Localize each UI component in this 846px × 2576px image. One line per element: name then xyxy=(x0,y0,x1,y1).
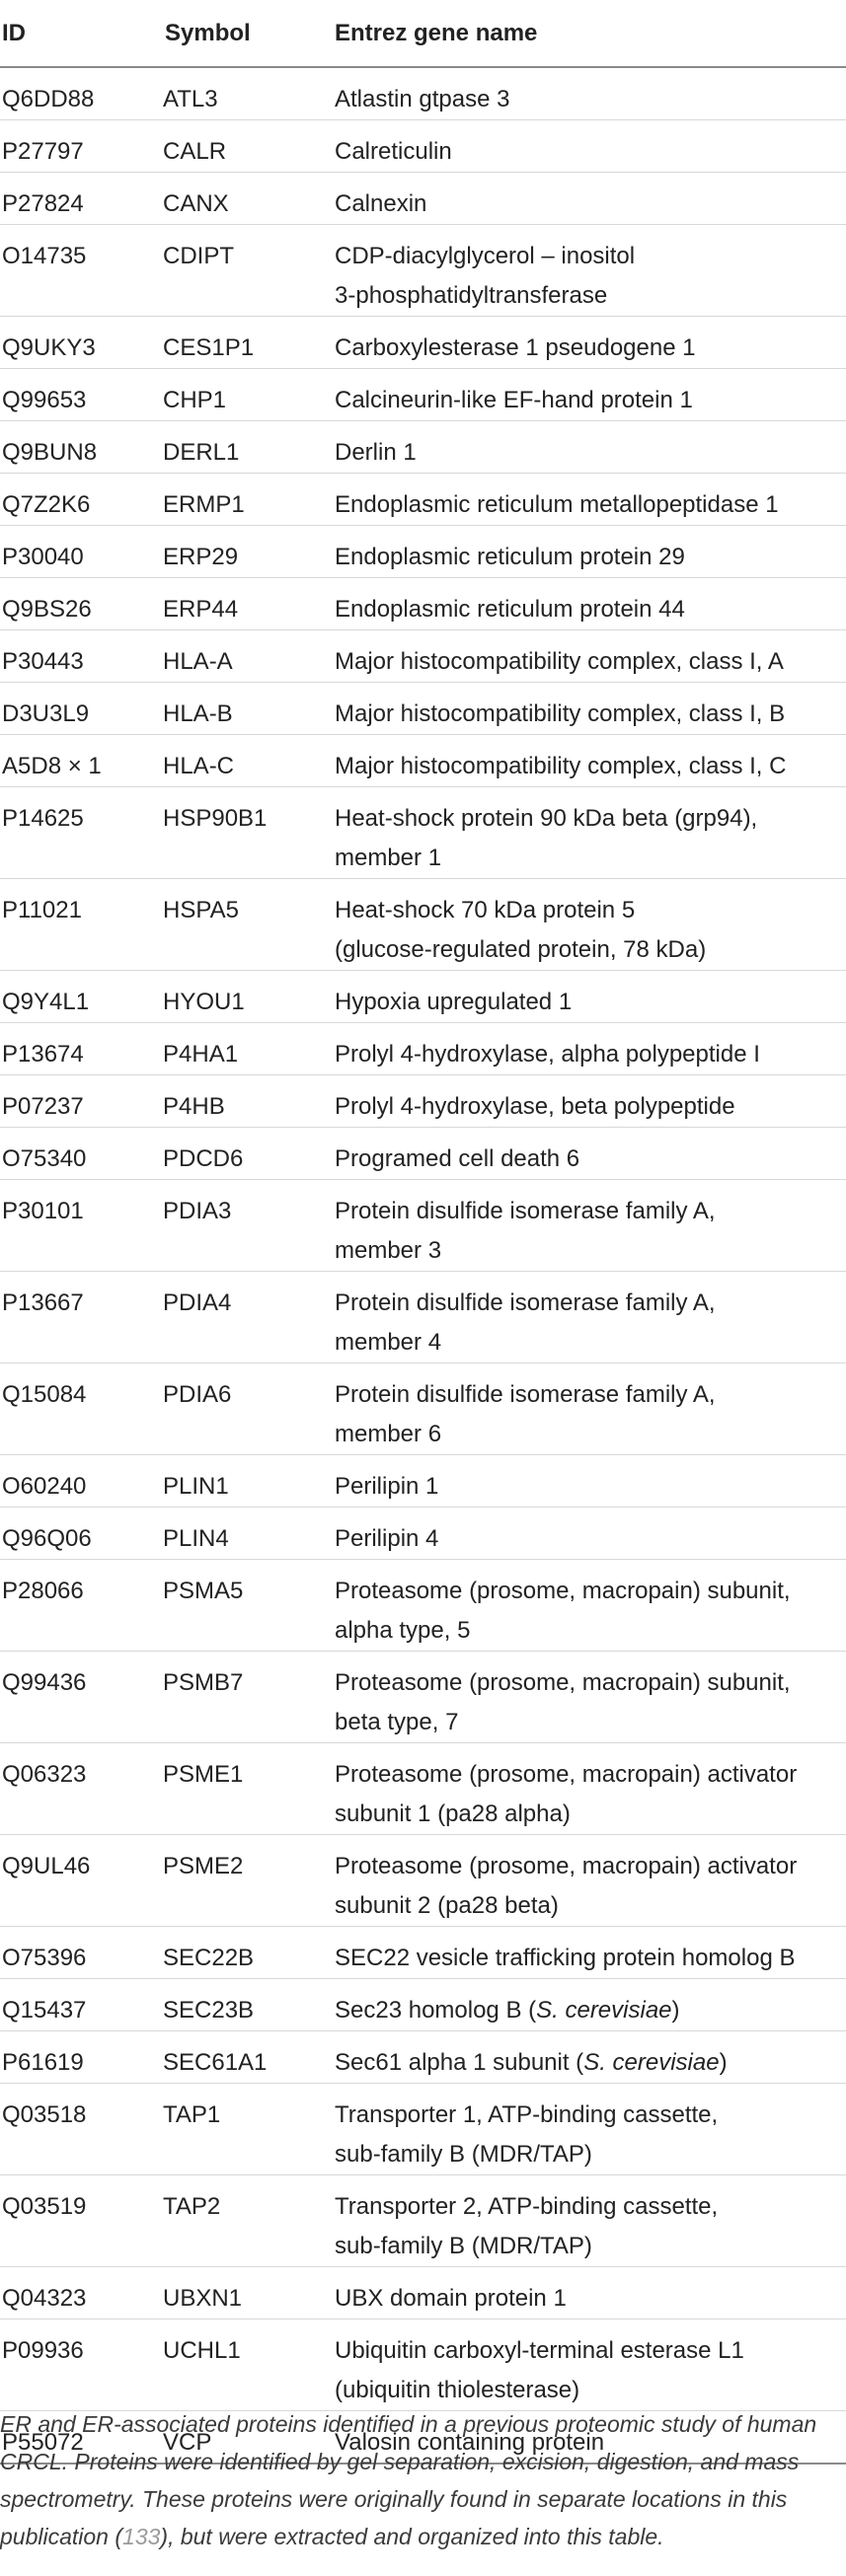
cell-gene-name xyxy=(333,1979,846,2031)
gene-name-text-line2: member 1 xyxy=(335,845,442,871)
cell-symbol: UCHL1 xyxy=(163,2319,333,2411)
cell-id: Q99436 xyxy=(0,1652,163,1743)
cell-id: Q06323 xyxy=(0,1743,163,1835)
cell-symbol: HYOU1 xyxy=(163,971,333,1023)
table-row xyxy=(0,67,846,120)
gene-name-text-line2: alpha type, 5 xyxy=(335,1617,471,1644)
gene-name-text: Programed cell death 6 xyxy=(335,1145,580,1172)
cell-symbol: HSPA5 xyxy=(163,879,333,971)
gene-name-text: Prolyl 4-hydroxylase, alpha polypeptide I xyxy=(335,1041,760,1067)
cell-symbol: VCP xyxy=(163,2411,333,2465)
cell-id: Q9BS26 xyxy=(0,578,163,630)
caption-text-before: ER and ER-associated proteins identified in a previous proteomic study of human CRCL. Proteins were identified by gel separation, excision, digestion, and mass spectrometry. These proteins were originally found in separate locations in this publication ( xyxy=(0,2411,817,2549)
cell-symbol: ERP29 xyxy=(163,526,333,578)
cell-gene-name xyxy=(333,630,846,683)
cell-id: P28066 xyxy=(0,1560,163,1652)
cell-gene-name xyxy=(333,1180,846,1272)
cell-gene-name xyxy=(333,1927,846,1979)
cell-gene-name xyxy=(333,1075,846,1128)
cell-id: P27797 xyxy=(0,120,163,173)
column-header-id: ID xyxy=(0,0,163,67)
table-row xyxy=(0,120,846,173)
cell-gene-name xyxy=(333,2175,846,2267)
gene-name-text-line2: (glucose-regulated protein, 78 kDa) xyxy=(335,936,707,963)
table-row xyxy=(0,1743,846,1835)
table-header xyxy=(0,0,846,67)
gene-name-text-line2: (ubiquitin thiolesterase) xyxy=(335,2377,580,2403)
gene-name-text-line2: beta type, 7 xyxy=(335,1709,459,1735)
cell-symbol: ERP44 xyxy=(163,578,333,630)
gene-name-text: Protein disulfide isomerase family A, xyxy=(335,1198,716,1224)
gene-name-text: Sec61 alpha 1 subunit ( xyxy=(335,2049,584,2076)
cell-gene-name xyxy=(333,369,846,421)
cell-id: Q9BUN8 xyxy=(0,421,163,474)
table-row xyxy=(0,317,846,369)
cell-gene-name xyxy=(333,2267,846,2319)
cell-id: P13667 xyxy=(0,1272,163,1363)
gene-name-text-line2: subunit 2 (pa28 beta) xyxy=(335,1892,559,1919)
cell-gene-name xyxy=(333,1363,846,1455)
cell-symbol: HSP90B1 xyxy=(163,787,333,879)
cell-id: Q9UKY3 xyxy=(0,317,163,369)
cell-gene-name xyxy=(333,1652,846,1743)
gene-name-text: Endoplasmic reticulum protein 44 xyxy=(335,596,685,623)
cell-symbol: PDCD6 xyxy=(163,1128,333,1180)
table-row xyxy=(0,1652,846,1743)
cell-symbol: CHP1 xyxy=(163,369,333,421)
table-row xyxy=(0,1560,846,1652)
table-row xyxy=(0,474,846,526)
cell-symbol: TAP1 xyxy=(163,2084,333,2175)
cell-symbol: TAP2 xyxy=(163,2175,333,2267)
table-row xyxy=(0,735,846,787)
cell-id: P14625 xyxy=(0,787,163,879)
cell-id: O75340 xyxy=(0,1128,163,1180)
table-row xyxy=(0,1272,846,1363)
cell-id: Q03519 xyxy=(0,2175,163,2267)
cell-gene-name xyxy=(333,735,846,787)
gene-name-text-after: ) xyxy=(671,1997,680,2024)
cell-id: P30101 xyxy=(0,1180,163,1272)
gene-name-text: Transporter 2, ATP-binding cassette, xyxy=(335,2193,719,2220)
caption-reference-link[interactable]: 133 xyxy=(122,2524,161,2549)
cell-gene-name xyxy=(333,120,846,173)
cell-gene-name xyxy=(333,2084,846,2175)
table-row xyxy=(0,2319,846,2411)
cell-gene-name xyxy=(333,683,846,735)
gene-name-text-line2: member 6 xyxy=(335,1421,442,1447)
cell-symbol: SEC23B xyxy=(163,1979,333,2031)
cell-id: Q9Y4L1 xyxy=(0,971,163,1023)
gene-name-text-after: ) xyxy=(719,2049,728,2076)
gene-name-text: Proteasome (prosome, macropain) subunit, xyxy=(335,1669,791,1696)
cell-gene-name xyxy=(333,1023,846,1075)
gene-name-text: Proteasome (prosome, macropain) activator xyxy=(335,1761,798,1788)
gene-name-text: Protein disulfide isomerase family A, xyxy=(335,1289,716,1316)
table-body xyxy=(0,67,846,2464)
table-row xyxy=(0,630,846,683)
gene-name-text: Calreticulin xyxy=(335,138,452,165)
cell-gene-name xyxy=(333,474,846,526)
cell-gene-name xyxy=(333,971,846,1023)
gene-name-text: Major histocompatibility complex, class I, A xyxy=(335,648,784,675)
cell-symbol: ERMP1 xyxy=(163,474,333,526)
cell-symbol: P4HB xyxy=(163,1075,333,1128)
gene-name-text: Calnexin xyxy=(335,190,427,217)
table-row xyxy=(0,225,846,317)
table-row xyxy=(0,787,846,879)
cell-id: P30443 xyxy=(0,630,163,683)
cell-gene-name xyxy=(333,1508,846,1560)
cell-gene-name xyxy=(333,1128,846,1180)
gene-name-text-line2: member 4 xyxy=(335,1329,442,1356)
cell-id: Q04323 xyxy=(0,2267,163,2319)
table-row xyxy=(0,2031,846,2084)
table-row xyxy=(0,369,846,421)
gene-name-text: CDP-diacylglycerol – inositol xyxy=(335,243,636,269)
gene-name-text: Perilipin 1 xyxy=(335,1473,439,1500)
gene-name-text: SEC22 vesicle trafficking protein homolog B xyxy=(335,1945,796,1971)
cell-id: Q9UL46 xyxy=(0,1835,163,1927)
cell-symbol: ATL3 xyxy=(163,67,333,120)
cell-id: O14735 xyxy=(0,225,163,317)
table-row xyxy=(0,173,846,225)
cell-id: P30040 xyxy=(0,526,163,578)
gene-name-text-line2: sub-family B (MDR/TAP) xyxy=(335,2141,592,2168)
cell-gene-name xyxy=(333,225,846,317)
table-row xyxy=(0,2175,846,2267)
table-row xyxy=(0,1835,846,1927)
cell-symbol: PSME1 xyxy=(163,1743,333,1835)
gene-name-species: S. cerevisiae xyxy=(536,1997,672,2024)
cell-symbol: HLA-A xyxy=(163,630,333,683)
cell-id: P27824 xyxy=(0,173,163,225)
cell-id: P07237 xyxy=(0,1075,163,1128)
gene-name-text: Heat-shock protein 90 kDa beta (grp94), xyxy=(335,805,758,832)
gene-name-text: Valosin containing protein xyxy=(335,2429,605,2456)
table-row xyxy=(0,421,846,474)
gene-name-text: Calcineurin-like EF-hand protein 1 xyxy=(335,387,693,413)
table-row xyxy=(0,1128,846,1180)
cell-id: P11021 xyxy=(0,879,163,971)
gene-name-text: Sec23 homolog B ( xyxy=(335,1997,537,2024)
gene-name-text: UBX domain protein 1 xyxy=(335,2285,567,2312)
table-row xyxy=(0,526,846,578)
table-caption xyxy=(0,2405,846,2555)
gene-name-text: Carboxylesterase 1 pseudogene 1 xyxy=(335,334,696,361)
table-row xyxy=(0,1455,846,1508)
cell-gene-name xyxy=(333,1272,846,1363)
cell-gene-name xyxy=(333,421,846,474)
cell-id: Q6DD88 xyxy=(0,67,163,120)
table-row xyxy=(0,879,846,971)
cell-symbol: PDIA4 xyxy=(163,1272,333,1363)
gene-name-species: S. cerevisiae xyxy=(583,2049,720,2076)
table-row xyxy=(0,2267,846,2319)
gene-name-text: Major histocompatibility complex, class I, C xyxy=(335,753,787,779)
cell-gene-name xyxy=(333,787,846,879)
table-row xyxy=(0,971,846,1023)
table-row xyxy=(0,1023,846,1075)
gene-name-text: Protein disulfide isomerase family A, xyxy=(335,1381,716,1408)
cell-symbol: UBXN1 xyxy=(163,2267,333,2319)
table-row xyxy=(0,1180,846,1272)
gene-name-text-line2: subunit 1 (pa28 alpha) xyxy=(335,1801,571,1827)
table-row xyxy=(0,1363,846,1455)
cell-gene-name xyxy=(333,526,846,578)
cell-symbol: P4HA1 xyxy=(163,1023,333,1075)
cell-gene-name xyxy=(333,317,846,369)
gene-name-text: Proteasome (prosome, macropain) activator xyxy=(335,1853,798,1879)
cell-symbol: PDIA6 xyxy=(163,1363,333,1455)
gene-name-text: Perilipin 4 xyxy=(335,1525,439,1552)
gene-name-text: Major histocompatibility complex, class I, B xyxy=(335,700,786,727)
table-row xyxy=(0,578,846,630)
cell-symbol: SEC22B xyxy=(163,1927,333,1979)
cell-gene-name xyxy=(333,173,846,225)
column-header-name: Entrez gene name xyxy=(333,0,846,67)
cell-symbol: HLA-B xyxy=(163,683,333,735)
cell-gene-name xyxy=(333,578,846,630)
cell-id: P61619 xyxy=(0,2031,163,2084)
cell-id: Q7Z2K6 xyxy=(0,474,163,526)
gene-name-text-line2: 3-phosphatidyltransferase xyxy=(335,282,608,309)
cell-symbol: CES1P1 xyxy=(163,317,333,369)
cell-id: D3U3L9 xyxy=(0,683,163,735)
header-row xyxy=(0,0,846,67)
cell-symbol: CDIPT xyxy=(163,225,333,317)
cell-gene-name xyxy=(333,1455,846,1508)
gene-name-text: Derlin 1 xyxy=(335,439,417,466)
cell-gene-name xyxy=(333,1835,846,1927)
cell-gene-name xyxy=(333,2031,846,2084)
cell-id: Q15084 xyxy=(0,1363,163,1455)
cell-id: Q96Q06 xyxy=(0,1508,163,1560)
gene-name-text: Heat-shock 70 kDa protein 5 xyxy=(335,897,636,923)
table-row xyxy=(0,1508,846,1560)
cell-id: P13674 xyxy=(0,1023,163,1075)
cell-symbol: DERL1 xyxy=(163,421,333,474)
caption-text-after: ), but were extracted and organized into this table. xyxy=(160,2524,664,2549)
gene-name-text: Proteasome (prosome, macropain) subunit, xyxy=(335,1578,791,1604)
gene-name-text: Atlastin gtpase 3 xyxy=(335,86,510,112)
column-header-symbol: Symbol xyxy=(163,0,333,67)
cell-id: Q15437 xyxy=(0,1979,163,2031)
table-row xyxy=(0,683,846,735)
table-row xyxy=(0,1927,846,1979)
cell-id: O75396 xyxy=(0,1927,163,1979)
cell-gene-name xyxy=(333,1560,846,1652)
cell-gene-name xyxy=(333,879,846,971)
gene-name-text: Hypoxia upregulated 1 xyxy=(335,989,573,1015)
cell-id: A5D8 × 1 xyxy=(0,735,163,787)
table-row xyxy=(0,1075,846,1128)
cell-symbol: CANX xyxy=(163,173,333,225)
cell-gene-name xyxy=(333,2319,846,2411)
cell-symbol: PSME2 xyxy=(163,1835,333,1927)
cell-symbol: HLA-C xyxy=(163,735,333,787)
cell-id: Q99653 xyxy=(0,369,163,421)
gene-name-text: Ubiquitin carboxyl-terminal esterase L1 xyxy=(335,2337,744,2364)
cell-symbol: PLIN4 xyxy=(163,1508,333,1560)
cell-symbol: PDIA3 xyxy=(163,1180,333,1272)
gene-name-text-line2: member 3 xyxy=(335,1237,442,1264)
cell-symbol: SEC61A1 xyxy=(163,2031,333,2084)
cell-id: P09936 xyxy=(0,2319,163,2411)
cell-symbol: PLIN1 xyxy=(163,1455,333,1508)
cell-id: O60240 xyxy=(0,1455,163,1508)
gene-name-text-line2: sub-family B (MDR/TAP) xyxy=(335,2233,592,2259)
cell-gene-name xyxy=(333,1743,846,1835)
gene-name-text: Prolyl 4-hydroxylase, beta polypeptide xyxy=(335,1093,735,1120)
table-row xyxy=(0,1979,846,2031)
gene-name-text: Transporter 1, ATP-binding cassette, xyxy=(335,2101,719,2128)
cell-symbol: CALR xyxy=(163,120,333,173)
cell-id: Q03518 xyxy=(0,2084,163,2175)
table-row xyxy=(0,2084,846,2175)
gene-name-text: Endoplasmic reticulum metallopeptidase 1 xyxy=(335,491,779,518)
gene-name-text: Endoplasmic reticulum protein 29 xyxy=(335,544,685,570)
cell-gene-name xyxy=(333,67,846,120)
cell-id: P55072 xyxy=(0,2411,163,2465)
cell-symbol: PSMA5 xyxy=(163,1560,333,1652)
cell-symbol: PSMB7 xyxy=(163,1652,333,1743)
